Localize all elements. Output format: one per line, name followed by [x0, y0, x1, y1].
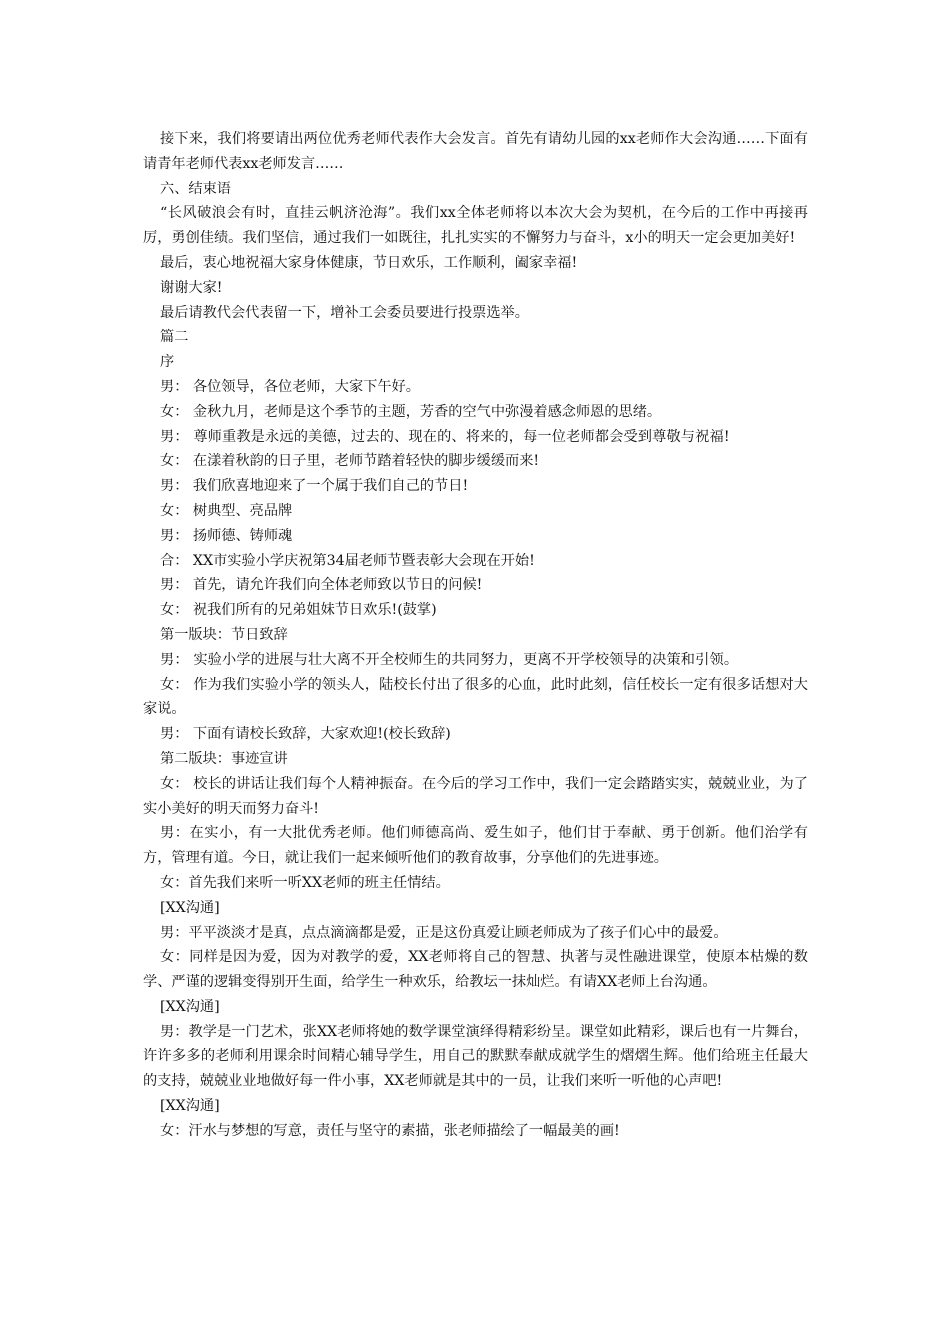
dialogue-line: 女：汗水与梦想的写意，责任与坚守的素描，张老师描绘了一幅最美的画! [160, 1122, 620, 1139]
dialogue-line: 男： 实验小学的进展与壮大离不开全校师生的共同努力，更离不开学校领导的决策和引领。 [160, 651, 739, 668]
section-heading: 第二版块：事迹宣讲 [160, 750, 288, 767]
section-heading: 六、结束语 [160, 180, 231, 197]
dialogue-line: 男： 首先，请允许我们向全体老师致以节日的问候! [160, 577, 483, 594]
dialogue-line: 男： 我们欣喜地迎来了一个属于我们自己的节日! [160, 478, 469, 495]
stage-note: [XX沟通] [160, 998, 220, 1015]
dialogue-line: 女： 祝我们所有的兄弟姐妹节日欢乐!(鼓掌) [160, 602, 437, 619]
document-body [143, 127, 808, 1144]
paragraph: 最后，衷心地祝福大家身体健康，节日欢乐，工作顺利，阖家幸福! [160, 254, 578, 271]
dialogue-line: 女： 作为我们实验小学的领头人，陆校长付出了很多的心血，此时此刻，信任校长一定有很多话想对大家说。 [143, 676, 808, 718]
dialogue-line: 女： 金秋九月，老师是这个季节的主题，芳香的空气中弥漫着感念师恩的思绪。 [160, 403, 662, 420]
dialogue-line: 女： 校长的讲话让我们每个人精神振奋。在今后的学习工作中，我们一定会踏踏实实，兢兢业业，为了实小美好的明天而努力奋斗! [143, 775, 808, 817]
dialogue-line: 男：平平淡淡才是真，点点滴滴都是爱，正是这份真爱让顾老师成为了孩子们心中的最爱。 [160, 924, 728, 941]
dialogue-line: 女：同样是因为爱，因为对教学的爱，XX老师将自己的智慧、执著与灵性融进课堂，使原本枯燥的数学、严谨的逻辑变得别开生面，给学生一种欢乐，给教坛一抹灿烂。有请XX老师上台沟通。 [143, 949, 808, 991]
dialogue-line: 男：教学是一门艺术，张XX老师将她的数学课堂演绎得精彩纷呈。课堂如此精彩，课后也有一片舞台，许许多多的老师利用课余时间精心辅导学生，用自己的默默奉献成就学生的熠熠生辉。他们给班主任最大的支持，兢兢业业地做好每一件小事，XX老师就是其中的一员，让我们来听一听他的心声吧! [143, 1023, 808, 1090]
paragraph: 最后请教代会代表留一下，增补工会委员要进行投票选举。 [160, 304, 529, 321]
section-heading: 序 [160, 354, 175, 371]
dialogue-line: 男： 扬师德、铸师魂 [160, 527, 293, 544]
section-heading: 篇二 [160, 329, 189, 346]
paragraph: 谢谢大家! [160, 279, 223, 296]
dialogue-line: 女： 树典型、亮品牌 [160, 502, 293, 519]
paragraph: “长风破浪会有时，直挂云帆济沧海”。我们xx全体老师将以本次大会为契机，在今后的工作中再接再厉，勇创佳绩。我们坚信，通过我们一如既往，扎扎实实的不懈努力与奋斗，x小的明天一定会更加美好! [143, 205, 808, 247]
section-heading: 第一版块：节日致辞 [160, 626, 288, 643]
stage-note: [XX沟通] [160, 899, 220, 916]
dialogue-line: 合： XX市实验小学庆祝第34届老师节暨表彰大会现在开始! [160, 552, 535, 569]
paragraph: 接下来，我们将要请出两位优秀老师代表作大会发言。首先有请幼儿园的xx老师作大会沟通……下面有请青年老师代表xx老师发言…… [143, 131, 808, 172]
stage-note: [XX沟通] [160, 1098, 220, 1115]
dialogue-line: 男： 下面有请校长致辞，大家欢迎!(校长致辞) [160, 726, 451, 743]
dialogue-line: 男： 各位领导，各位老师，大家下午好。 [160, 378, 420, 395]
dialogue-line: 女：首先我们来听一听XX老师的班主任情结。 [160, 874, 450, 891]
dialogue-line: 男： 尊师重教是永远的美德，过去的、现在的、将来的，每一位老师都会受到尊敬与祝福! [160, 428, 730, 445]
dialogue-line: 男：在实小，有一大批优秀老师。他们师德高尚、爱生如子，他们甘于奉献、勇于创新。他们治学有方，管理有道。今日，就让我们一起来倾听他们的教育故事，分享他们的先进事迹。 [143, 825, 808, 867]
dialogue-line: 女： 在漾着秋韵的日子里，老师节踏着轻快的脚步缓缓而来! [160, 453, 540, 470]
